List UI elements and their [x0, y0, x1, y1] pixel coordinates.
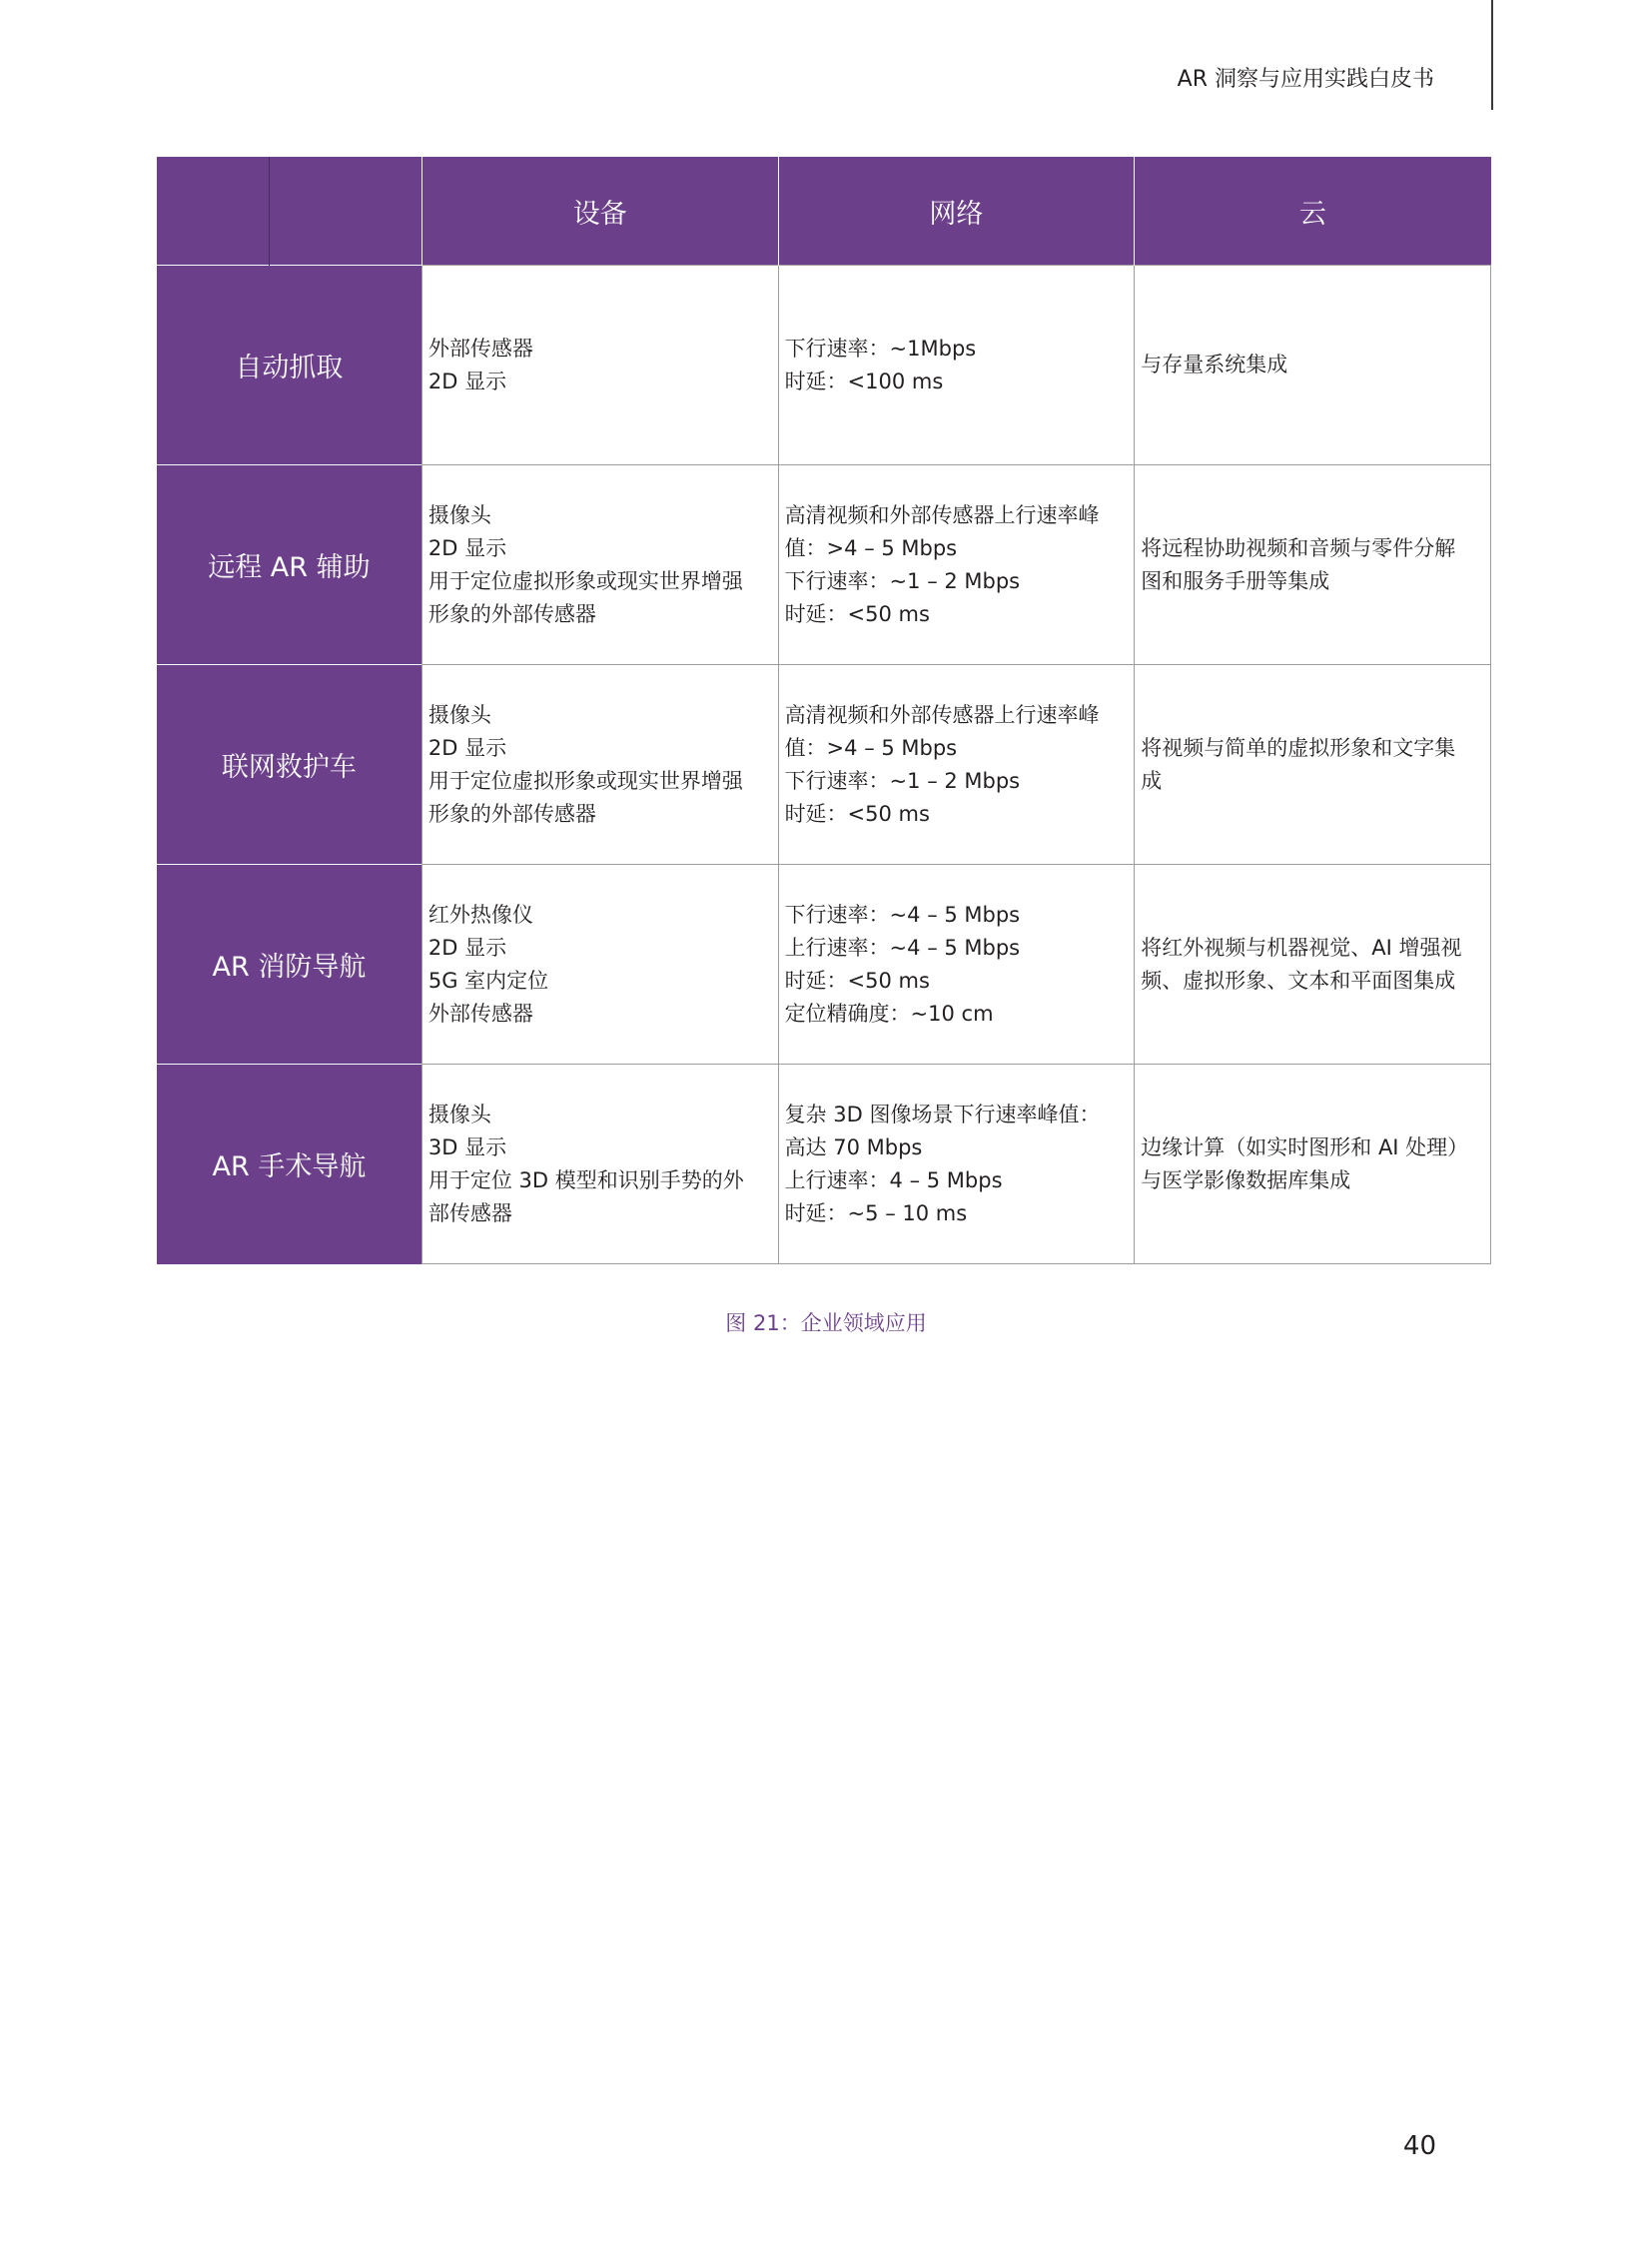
cell-text-line: 与存量系统集成 — [1141, 353, 1288, 376]
header-corner-cell — [157, 157, 270, 266]
row-label: AR 手术导航 — [157, 1065, 421, 1264]
page-number: 40 — [1402, 2131, 1436, 2161]
cell-text-line: 成 — [1141, 768, 1163, 793]
table-row — [157, 865, 1491, 1065]
cell-text-line: 定位精确度：~10 cm — [784, 1001, 994, 1026]
row-label: 自动抓取 — [157, 266, 421, 465]
table-row — [157, 1065, 1491, 1264]
table-header-row — [157, 157, 1491, 266]
cell-text-line: 时延：<50 ms — [784, 601, 930, 626]
cell-cloud — [1135, 1065, 1491, 1264]
cell-text-line: 2D 显示 — [427, 535, 507, 560]
cell-text-line: 时延：<50 ms — [784, 801, 930, 826]
row-label: 远程 AR 辅助 — [157, 465, 421, 665]
cell-text-line: 上行速率：4 – 5 Mbps — [784, 1167, 1003, 1192]
running-header-title: AR 洞察与应用实践白皮书 — [1177, 67, 1434, 92]
cell-text-line: 3D 显示 — [427, 1134, 507, 1159]
cell-text-line: 图和服务手册等集成 — [1141, 568, 1330, 593]
cell-cloud — [1135, 266, 1491, 465]
cell-device — [421, 266, 778, 465]
cell-device — [421, 665, 778, 865]
cell-text-line: 部传感器 — [427, 1200, 512, 1225]
row-label: AR 消防导航 — [157, 865, 421, 1065]
figure-caption: 图 21：企业领域应用 — [725, 1311, 927, 1335]
cell-text-line: 摄像头 — [427, 502, 491, 527]
cell-text-line: 用于定位虚拟形象或现实世界增强 — [427, 768, 743, 793]
table-row — [157, 665, 1491, 865]
column-header-device: 设备 — [421, 157, 778, 266]
cell-text-line: 2D 显示 — [427, 735, 507, 760]
cell-cloud — [1135, 465, 1491, 665]
cell-text-line: 将红外视频与机器视觉、AI 增强视 — [1141, 935, 1462, 960]
column-header-cloud: 云 — [1135, 157, 1491, 266]
cell-text-line: 值：>4 – 5 Mbps — [784, 535, 958, 560]
cell-text-line: 将视频与简单的虚拟形象和文字集 — [1141, 735, 1456, 760]
cell-network — [778, 865, 1135, 1065]
cell-device — [421, 465, 778, 665]
cell-text-line: 值：>4 – 5 Mbps — [784, 735, 958, 760]
cell-text-line: 时延：<50 ms — [784, 968, 930, 993]
cell-text-line: 复杂 3D 图像场景下行速率峰值： — [784, 1102, 1101, 1126]
cell-text-line: 形象的外部传感器 — [427, 601, 596, 626]
cell-text-line: 外部传感器 — [427, 336, 533, 361]
cell-text-line: 用于定位虚拟形象或现实世界增强 — [427, 568, 743, 593]
cell-text-line: 边缘计算（如实时图形和 AI 处理） — [1141, 1134, 1469, 1159]
cell-text-line: 将远程协助视频和音频与零件分解 — [1141, 535, 1456, 560]
cell-text-line: 上行速率：~4 – 5 Mbps — [784, 935, 1021, 960]
cell-text-line: 与医学影像数据库集成 — [1141, 1167, 1351, 1192]
cell-network — [778, 465, 1135, 665]
cell-text-line: 时延：~5 – 10 ms — [784, 1200, 968, 1225]
cell-network — [778, 1065, 1135, 1264]
cell-text-line: 用于定位 3D 模型和识别手势的外 — [427, 1167, 744, 1192]
cell-text-line: 高清视频和外部传感器上行速率峰 — [784, 502, 1100, 527]
cell-device — [421, 1065, 778, 1264]
cell-cloud — [1135, 865, 1491, 1065]
column-header-network: 网络 — [778, 157, 1135, 266]
cell-device — [421, 865, 778, 1065]
cell-text-line: 高达 70 Mbps — [784, 1134, 923, 1159]
cell-cloud — [1135, 665, 1491, 865]
cell-text-line: 下行速率：~1 – 2 Mbps — [784, 568, 1021, 593]
cell-text-line: 下行速率：~1 – 2 Mbps — [784, 768, 1021, 793]
cell-text-line: 5G 室内定位 — [427, 968, 549, 993]
header-corner-cell — [270, 157, 422, 266]
cell-text-line: 2D 显示 — [427, 369, 507, 393]
cell-text-line: 频、虚拟形象、文本和平面图集成 — [1141, 968, 1456, 993]
cell-text-line: 红外热像仪 — [427, 902, 533, 927]
table-row — [157, 465, 1491, 665]
cell-text-line: 下行速率：~1Mbps — [784, 336, 977, 361]
header-divider — [1491, 0, 1493, 110]
cell-text-line: 摄像头 — [427, 1102, 491, 1126]
cell-text-line: 时延：<100 ms — [784, 369, 944, 393]
enterprise-application-table — [157, 157, 1491, 1264]
cell-text-line: 2D 显示 — [427, 935, 507, 960]
row-label: 联网救护车 — [157, 665, 421, 865]
cell-text-line: 摄像头 — [427, 702, 491, 727]
cell-text-line: 外部传感器 — [427, 1001, 533, 1026]
cell-network — [778, 665, 1135, 865]
cell-text-line: 高清视频和外部传感器上行速率峰 — [784, 702, 1100, 727]
table-row — [157, 266, 1491, 465]
cell-text-line: 下行速率：~4 – 5 Mbps — [784, 902, 1021, 927]
cell-text-line: 形象的外部传感器 — [427, 801, 596, 826]
cell-network — [778, 266, 1135, 465]
table-body — [157, 266, 1491, 1264]
